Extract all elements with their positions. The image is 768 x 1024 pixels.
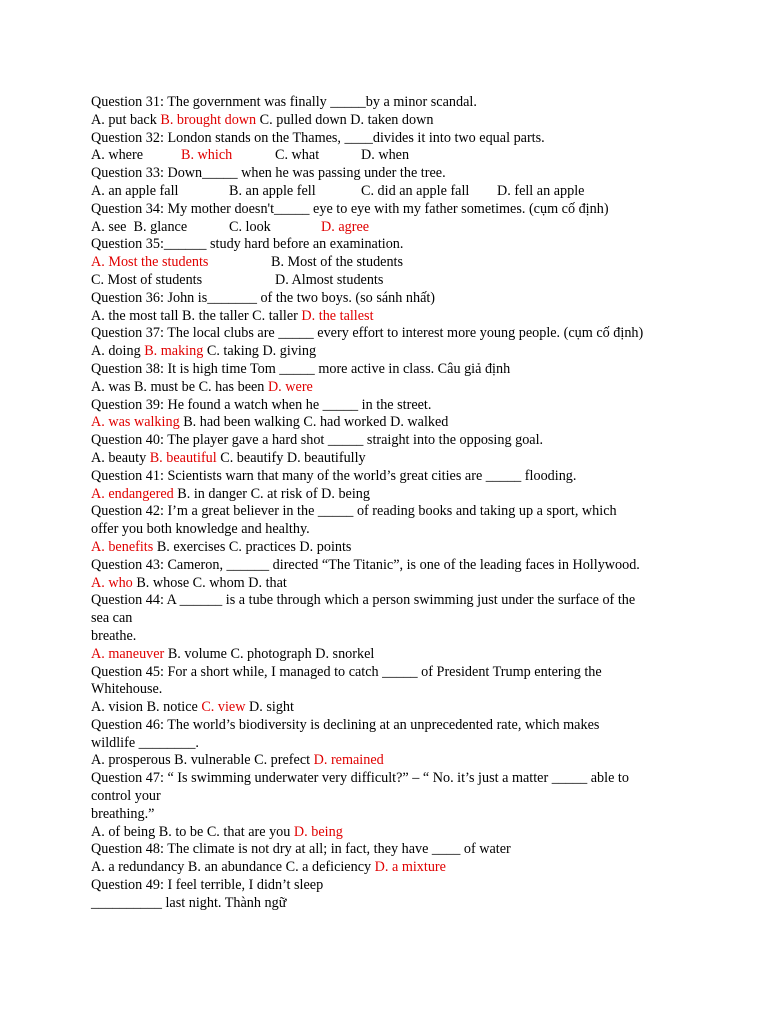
text-segment: B. volume C. photograph D. snorkel	[164, 645, 375, 662]
text-line	[91, 539, 691, 557]
text-segment: Whitehouse.	[91, 681, 163, 698]
text-segment: Question 32: London stands on the Thames, ____divides it into two equal parts.	[91, 129, 545, 146]
answer-highlight: A. Most the students	[91, 254, 209, 271]
text-line	[91, 717, 691, 735]
text-line	[91, 432, 691, 450]
text-line	[91, 397, 691, 415]
text-segment: sea can	[91, 610, 133, 627]
text-segment: A. a redundancy B. an abundance C. a deficiency	[91, 859, 375, 876]
text-segment: Question 44: A ______ is a tube through which a person swimming just under the surface of the	[91, 592, 636, 609]
answer-highlight: A. benefits	[91, 538, 154, 555]
text-line	[91, 414, 691, 432]
text-segment: control your	[91, 788, 161, 805]
text-line	[91, 752, 691, 770]
text-line	[91, 575, 691, 593]
text-segment: D. when	[361, 147, 410, 164]
text-line	[91, 468, 691, 486]
text-segment: C. did an apple fall	[361, 182, 470, 199]
text-segment: A. prosperous B. vulnerable C. prefect	[91, 752, 314, 769]
text-segment: Question 45: For a short while, I managed to catch _____ of President Trump entering the	[91, 663, 602, 680]
text-line	[91, 770, 691, 788]
text-segment: A. vision B. notice	[91, 699, 202, 716]
text-line	[91, 877, 691, 895]
text-segment: Question 38: It is high time Tom _____ more active in class. Câu giả định	[91, 360, 511, 377]
text-line	[91, 859, 691, 877]
text-segment: Question 48: The climate is not dry at all; in fact, they have ____ of water	[91, 841, 511, 858]
answer-highlight: A. was walking	[91, 414, 180, 431]
text-line	[91, 610, 691, 628]
text-line	[91, 165, 691, 183]
text-segment: B. whose C. whom D. that	[132, 574, 287, 591]
text-segment: Question 35:______ study hard before an examination.	[91, 236, 404, 253]
quiz-text	[91, 94, 691, 913]
text-line	[91, 824, 691, 842]
text-line	[91, 735, 691, 753]
text-segment: Question 34: My mother doesn't_____ eye to eye with my father sometimes. (cụm cố định)	[91, 200, 609, 217]
text-segment: A. was B. must be C. has been	[91, 378, 268, 395]
text-segment: offer you both knowledge and healthy.	[91, 521, 310, 538]
text-line	[91, 664, 691, 682]
text-line	[91, 130, 691, 148]
answer-highlight: D. being	[293, 823, 343, 840]
text-segment: Question 43: Cameron, ______ directed “The Titanic”, is one of the leading faces in Hollywood.	[91, 556, 640, 573]
text-segment: C. taking D. giving	[203, 343, 317, 360]
text-segment: D. fell an apple	[497, 182, 585, 199]
text-segment: D. sight	[245, 699, 294, 716]
answer-highlight: D. were	[267, 378, 313, 395]
answer-highlight: A. who	[91, 574, 133, 591]
text-segment: A. doing	[91, 343, 145, 360]
text-segment: Question 41: Scientists warn that many of the world’s great cities are _____ flooding.	[91, 467, 577, 484]
text-line	[91, 361, 691, 379]
text-line	[91, 503, 691, 521]
text-line	[91, 699, 691, 717]
text-segment: D. Almost students	[275, 271, 384, 288]
text-segment: Question 47: “ Is swimming underwater very difficult?” – “ No. it’s just a matter _____ able to	[91, 770, 629, 787]
text-segment: Question 31: The government was finally _____by a minor scandal.	[91, 94, 477, 110]
text-line	[91, 183, 691, 201]
text-line	[91, 272, 691, 290]
answer-highlight: B. brought down	[160, 111, 257, 128]
text-segment: Question 40: The player gave a hard shot _____ straight into the opposing goal.	[91, 432, 544, 449]
text-line	[91, 254, 691, 272]
text-segment: Question 49: I feel terrible, I didn’t sleep	[91, 877, 324, 894]
text-line	[91, 806, 691, 824]
text-line	[91, 343, 691, 361]
text-line	[91, 557, 691, 575]
answer-highlight: A. endangered	[91, 485, 174, 502]
text-segment: C. what	[275, 147, 320, 164]
answer-highlight: C. view	[201, 699, 246, 716]
text-segment: Question 42: I’m a great believer in the _____ of reading books and taking up a sport, which	[91, 503, 617, 520]
text-segment: A. where	[91, 147, 143, 164]
text-segment: A. an apple fall	[91, 182, 179, 199]
text-segment: B. had been walking C. had worked D. walked	[179, 414, 449, 431]
answer-highlight: D. a mixture	[374, 859, 446, 876]
text-line	[91, 308, 691, 326]
answer-highlight: B. which	[181, 147, 233, 164]
text-line	[91, 895, 691, 913]
text-segment: __________ last night. Thành ngữ	[91, 894, 287, 911]
text-segment: B. an apple fell	[229, 182, 316, 199]
text-line	[91, 112, 691, 130]
answer-highlight: B. beautiful	[149, 449, 217, 466]
text-segment: Question 39: He found a watch when he _____ in the street.	[91, 396, 432, 413]
text-line	[91, 325, 691, 343]
text-segment: B. Most of the students	[271, 254, 404, 271]
text-segment: Question 33: Down_____ when he was passing under the tree.	[91, 165, 446, 182]
text-segment: B. exercises C. practices D. points	[153, 538, 352, 555]
text-line	[91, 841, 691, 859]
text-line	[91, 94, 691, 112]
text-line	[91, 290, 691, 308]
text-line	[91, 147, 691, 165]
text-line	[91, 201, 691, 219]
text-segment: C. pulled down D. taken down	[256, 111, 434, 128]
text-segment: A. see B. glance	[91, 218, 188, 235]
text-segment: A. beauty	[91, 449, 150, 466]
text-segment: A. the most tall B. the taller C. taller	[91, 307, 302, 324]
text-segment: wildlife ________.	[91, 734, 199, 751]
text-line	[91, 628, 691, 646]
text-segment: breathing.”	[91, 805, 155, 822]
text-segment: Question 37: The local clubs are _____ every effort to interest more young people. (cụm cố định)	[91, 325, 644, 342]
answer-highlight: B. making	[144, 343, 204, 360]
answer-highlight: D. the tallest	[301, 307, 374, 324]
text-line	[91, 646, 691, 664]
answer-highlight: D. remained	[313, 752, 384, 769]
text-line	[91, 521, 691, 539]
text-segment: C. Most of students	[91, 271, 203, 288]
text-line	[91, 450, 691, 468]
text-segment: C. look	[229, 218, 271, 235]
text-segment: Question 46: The world’s biodiversity is declining at an unprecedented rate, which makes	[91, 716, 600, 733]
text-line	[91, 788, 691, 806]
text-line	[91, 236, 691, 254]
text-segment: Question 36: John is_______ of the two boys. (so sánh nhất)	[91, 289, 436, 306]
text-segment: B. in danger C. at risk of D. being	[173, 485, 370, 502]
text-line	[91, 486, 691, 504]
text-line	[91, 681, 691, 699]
text-segment: breathe.	[91, 627, 137, 644]
answer-highlight: A. maneuver	[91, 645, 165, 662]
answer-highlight: D. agree	[321, 218, 370, 235]
text-segment: C. beautify D. beautifully	[216, 449, 366, 466]
text-line	[91, 379, 691, 397]
text-line	[91, 219, 691, 237]
text-line	[91, 592, 691, 610]
text-segment: A. of being B. to be C. that are you	[91, 823, 294, 840]
text-segment: A. put back	[91, 111, 161, 128]
